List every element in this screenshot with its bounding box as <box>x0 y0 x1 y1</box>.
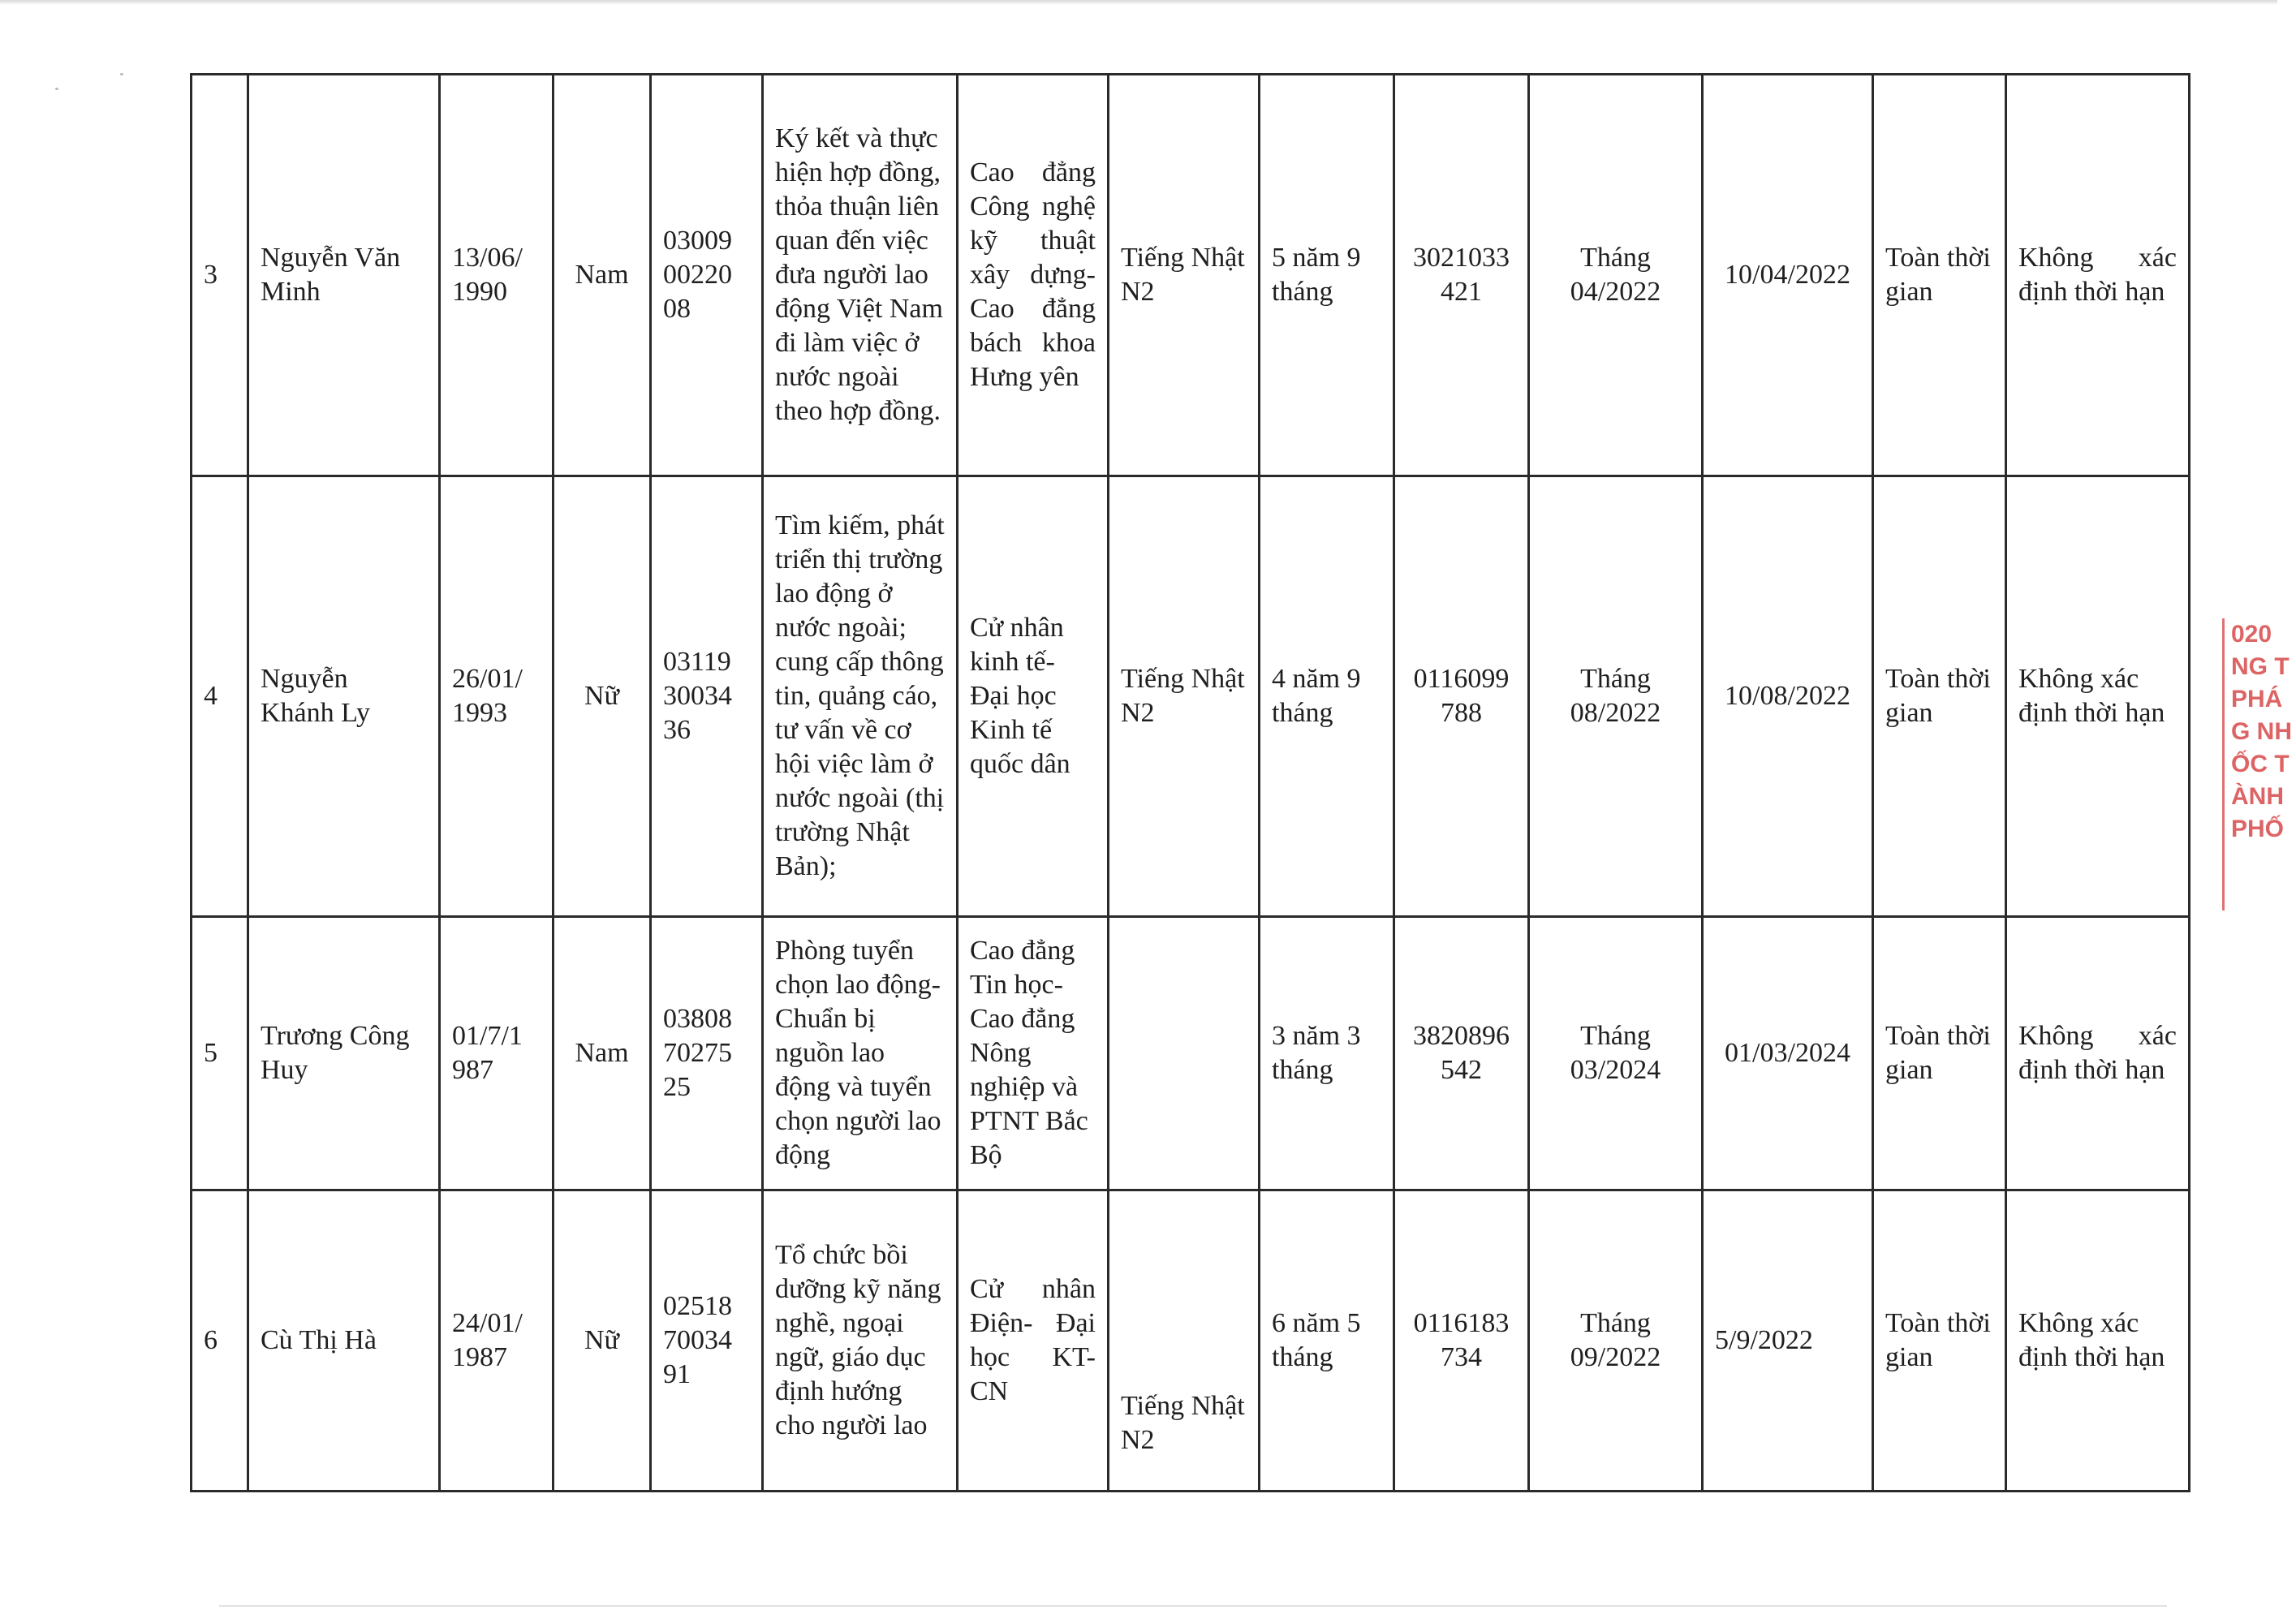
work-experience: 3 năm 3 tháng <box>1260 917 1394 1190</box>
stamp-line: PHỐ <box>2231 816 2285 842</box>
staff-table-wrapper <box>190 73 2190 1492</box>
work-mode: Toàn thời gian <box>1873 75 2006 476</box>
work-experience: 6 năm 5 tháng <box>1260 1190 1394 1492</box>
date-of-birth: 13/06/ 1990 <box>440 75 554 476</box>
job-duty: Phòng tuyển chọn lao động-Chuẩn bị nguồn lao động và tuyển chọn người lao động <box>763 917 958 1190</box>
start-date: 01/03/2024 <box>1703 917 1873 1190</box>
gender: Nữ <box>554 476 651 917</box>
staff-table <box>190 73 2190 1492</box>
work-mode: Toàn thời gian <box>1873 1190 2006 1492</box>
table-row <box>192 75 2190 476</box>
insurance-number: 3820896 542 <box>1394 917 1529 1190</box>
insurance-month: Tháng 04/2022 <box>1529 75 1703 476</box>
start-date: 5/9/2022 <box>1703 1190 1873 1492</box>
date-of-birth: 01/7/1 987 <box>440 917 554 1190</box>
start-date: 10/08/2022 <box>1703 476 1873 917</box>
employee-name: Nguyễn Văn Minh <box>248 75 440 476</box>
insurance-month: Tháng 03/2024 <box>1529 917 1703 1190</box>
language-level <box>1109 917 1260 1190</box>
date-of-birth: 26/01/ 1993 <box>440 476 554 917</box>
row-number: 4 <box>192 476 248 917</box>
gender: Nam <box>554 75 651 476</box>
work-experience: 5 năm 9 tháng <box>1260 75 1394 476</box>
education: Cử nhân Điện- Đại học KT-CN <box>958 1190 1109 1492</box>
stamp-line: ỐC T <box>2231 751 2290 777</box>
id-number: 03009 00220 08 <box>651 75 763 476</box>
scan-speck <box>120 73 123 75</box>
contract-term: Không xác định thời hạn <box>2006 917 2190 1190</box>
stamp-line: PHÁ <box>2231 686 2283 712</box>
work-experience: 4 năm 9 tháng <box>1260 476 1394 917</box>
education: Cao đẳng Công nghệ kỹ thuật xây dựng- Cao đẳng bách khoa Hưng yên <box>958 75 1109 476</box>
date-of-birth: 24/01/ 1987 <box>440 1190 554 1492</box>
education: Cao đẳng Tin học- Cao đẳng Nông nghiệp và PTNT Bắc Bộ <box>958 917 1109 1190</box>
insurance-month: Tháng 08/2022 <box>1529 476 1703 917</box>
employee-name: Cù Thị Hà <box>248 1190 440 1492</box>
row-number: 5 <box>192 917 248 1190</box>
language-level: Tiếng Nhật N2 <box>1109 476 1260 917</box>
table-row <box>192 1190 2190 1492</box>
language-level: Tiếng Nhật N2 <box>1109 1190 1260 1492</box>
stamp-line: NG T <box>2231 653 2290 680</box>
id-number: 03808 70275 25 <box>651 917 763 1190</box>
table-row <box>192 917 2190 1190</box>
gender: Nữ <box>554 1190 651 1492</box>
insurance-number: 0116099 788 <box>1394 476 1529 917</box>
id-number: 02518 70034 91 <box>651 1190 763 1492</box>
job-duty: Tìm kiếm, phát triển thị trường lao động ở nước ngoài; cung cấp thông tin, quảng cáo, tư vấn về cơ hội việc làm ở nước ngoài (thị trường Nhật Bản); <box>763 476 958 917</box>
job-duty: Ký kết và thực hiện hợp đồng, thỏa thuận liên quan đến việc đưa người lao động Việt Nam đi làm việc ở nước ngoài theo hợp đồng. <box>763 75 958 476</box>
insurance-number: 0116183 734 <box>1394 1190 1529 1492</box>
row-number: 3 <box>192 75 248 476</box>
gender: Nam <box>554 917 651 1190</box>
scan-edge <box>0 0 2277 5</box>
red-seal-stamp <box>2222 618 2296 910</box>
scan-speck <box>55 88 58 90</box>
contract-term: Không xác định thời hạn <box>2006 75 2190 476</box>
contract-term: Không xác định thời hạn <box>2006 1190 2190 1492</box>
job-duty: Tổ chức bồi dưỡng kỹ năng nghề, ngoại ngữ, giáo dục định hướng cho người lao <box>763 1190 958 1492</box>
education: Cử nhân kinh tế- Đại học Kinh tế quốc dân <box>958 476 1109 917</box>
table-row <box>192 476 2190 917</box>
employee-name: Nguyễn Khánh Ly <box>248 476 440 917</box>
insurance-month: Tháng 09/2022 <box>1529 1190 1703 1492</box>
scan-bottom-line <box>219 1605 2167 1607</box>
stamp-line: G NH <box>2231 718 2292 745</box>
language-level: Tiếng Nhật N2 <box>1109 75 1260 476</box>
stamp-line: ÀNH <box>2231 783 2284 810</box>
stamp-line: 020 <box>2231 621 2272 648</box>
employee-name: Trương Công Huy <box>248 917 440 1190</box>
insurance-number: 3021033 421 <box>1394 75 1529 476</box>
id-number: 03119 30034 36 <box>651 476 763 917</box>
work-mode: Toàn thời gian <box>1873 917 2006 1190</box>
start-date: 10/04/2022 <box>1703 75 1873 476</box>
work-mode: Toàn thời gian <box>1873 476 2006 917</box>
row-number: 6 <box>192 1190 248 1492</box>
contract-term: Không xác định thời hạn <box>2006 476 2190 917</box>
